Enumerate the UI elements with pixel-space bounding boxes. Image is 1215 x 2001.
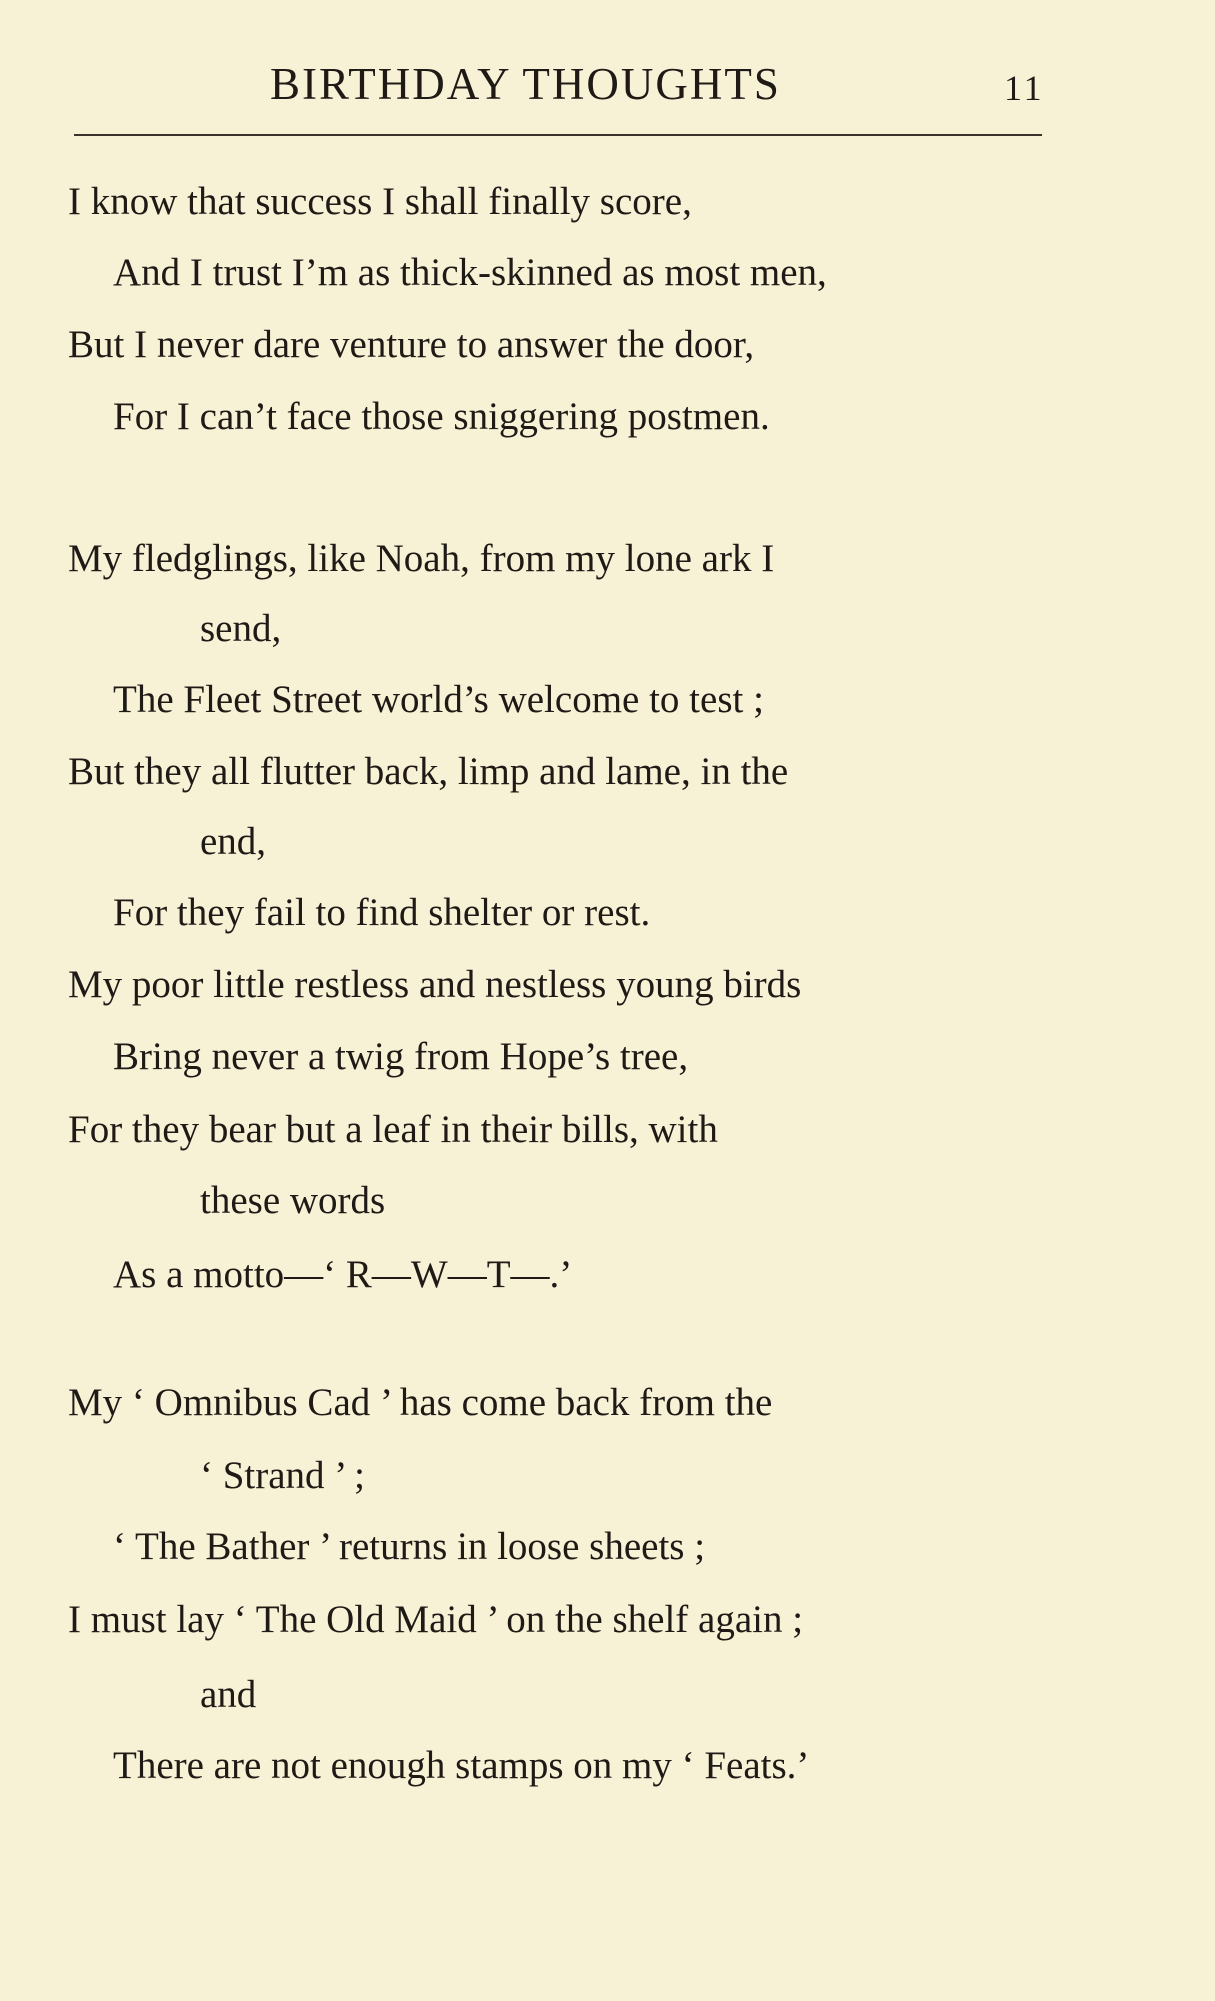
poem-line: I know that success I shall finally score, bbox=[68, 180, 692, 223]
poem-line-turnover: end, bbox=[200, 820, 267, 863]
poem-line: As a motto—‘ R—W—T—.’ bbox=[113, 1253, 573, 1296]
page-number: 11 bbox=[1004, 68, 1045, 108]
poem-line: For they bear but a leaf in their bills, with bbox=[68, 1108, 718, 1151]
poem-line: I must lay ‘ The Old Maid ’ on the shelf again ; bbox=[68, 1598, 804, 1641]
poem-line: For I can’t face those sniggering postmen. bbox=[113, 395, 770, 438]
poem-line: For they fail to find shelter or rest. bbox=[113, 891, 651, 934]
poem-line: My poor little restless and nestless young birds bbox=[68, 963, 802, 1006]
poem-line: But I never dare venture to answer the door, bbox=[68, 323, 755, 366]
poem-line: But they all flutter back, limp and lame, in the bbox=[68, 750, 789, 793]
running-title: BIRTHDAY THOUGHTS bbox=[270, 59, 781, 109]
poem-line: My ‘ Omnibus Cad ’ has come back from the bbox=[68, 1381, 773, 1424]
poem-line: My fledglings, like Noah, from my lone ark I bbox=[68, 537, 775, 580]
poem-line: The Fleet Street world’s welcome to test ; bbox=[113, 678, 764, 721]
poem-line: ‘ The Bather ’ returns in loose sheets ; bbox=[113, 1525, 706, 1568]
poem-line-turnover: send, bbox=[200, 607, 282, 650]
header-rule bbox=[74, 134, 1042, 136]
poem-line-turnover: these words bbox=[200, 1179, 386, 1222]
poem-line: And I trust I’m as thick-skinned as most men, bbox=[113, 251, 827, 294]
poem-line-turnover: ‘ Strand ’ ; bbox=[200, 1454, 365, 1497]
poem-line: Bring never a twig from Hope’s tree, bbox=[113, 1035, 689, 1078]
poem-line-turnover: and bbox=[200, 1673, 257, 1716]
poem-line: There are not enough stamps on my ‘ Feats.’ bbox=[113, 1744, 810, 1787]
